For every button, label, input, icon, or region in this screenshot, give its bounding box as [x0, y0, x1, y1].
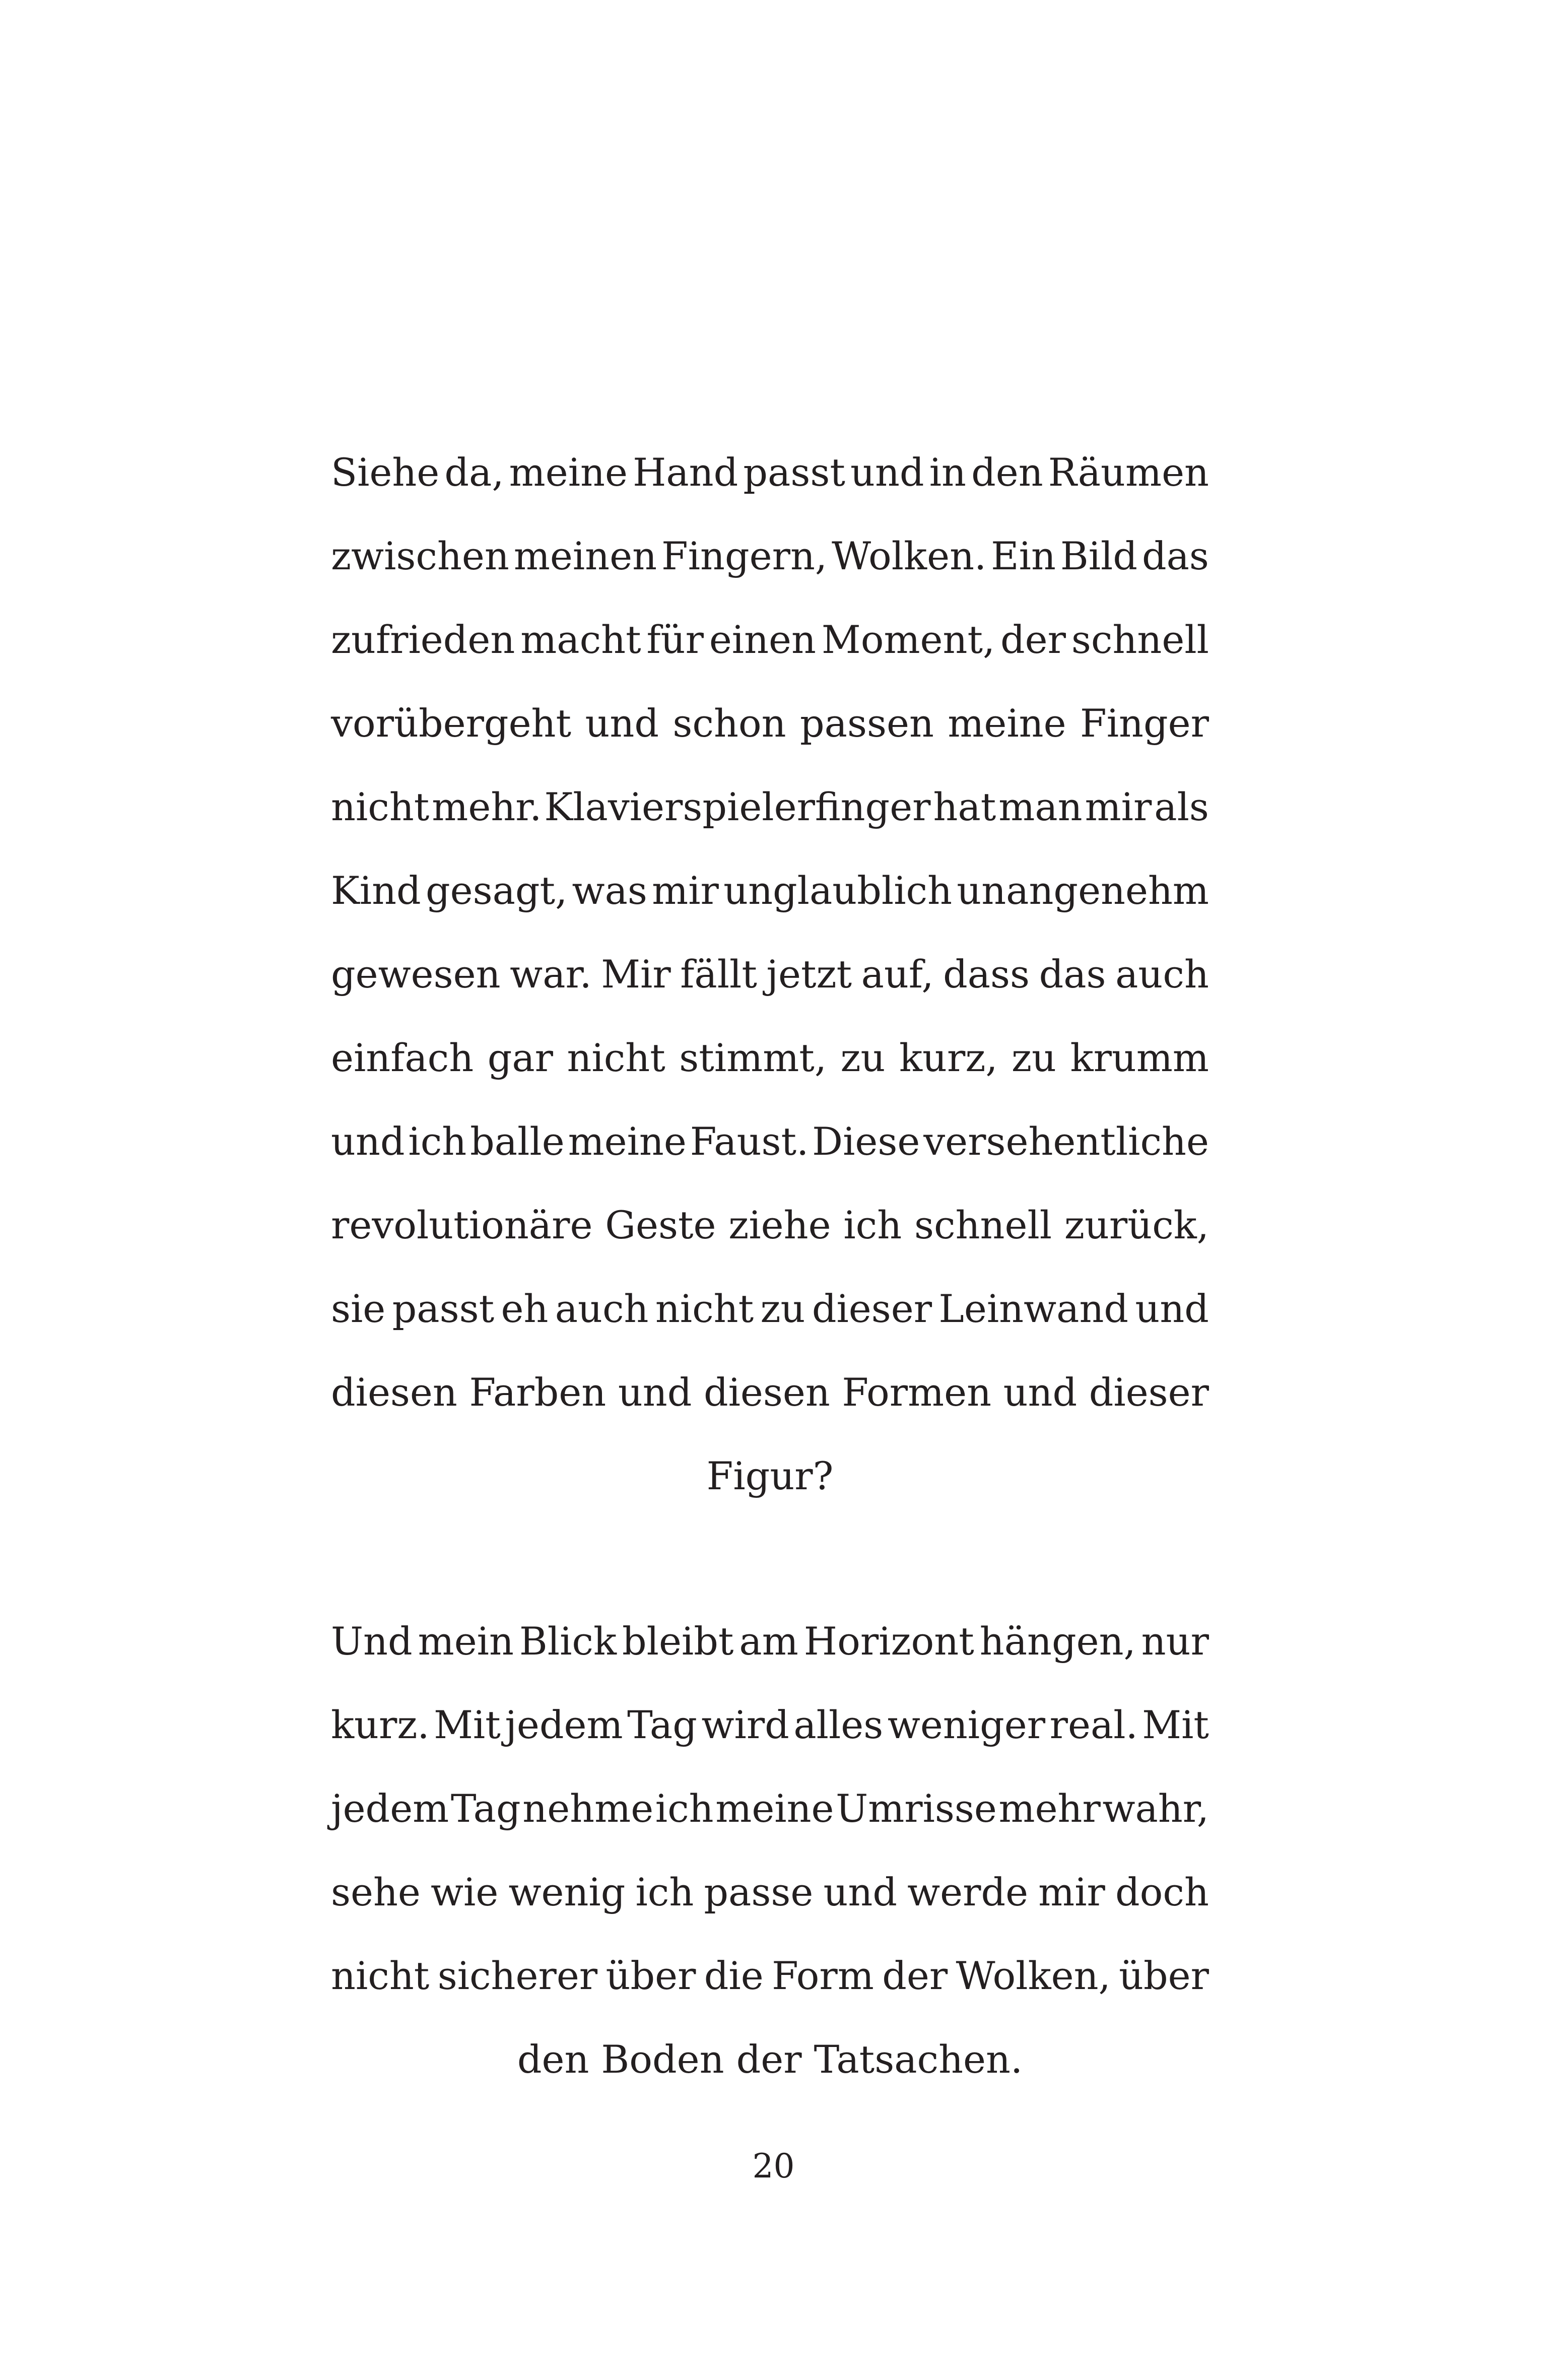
word: fällt [680, 952, 757, 997]
word: Siehe [331, 450, 440, 495]
word: sicherer [437, 1953, 598, 1998]
word: hängen, [979, 1619, 1136, 1664]
word: meine [715, 1786, 834, 1831]
word: und [585, 701, 659, 746]
word: schnell [1071, 617, 1209, 662]
word: passe [704, 1870, 814, 1914]
word: bleibt [622, 1619, 734, 1664]
word: diesen [703, 1370, 830, 1415]
word: und [1135, 1286, 1209, 1331]
word: Mir [601, 952, 671, 997]
text-line [331, 1600, 1209, 1683]
text-line [331, 514, 1209, 598]
word: gesagt, [425, 868, 568, 913]
word: nehme [522, 1786, 654, 1831]
text-line [331, 1434, 1209, 1518]
word: ziehe [728, 1203, 831, 1247]
word: und [823, 1870, 897, 1914]
word: über [1119, 1953, 1209, 1998]
word: eh [501, 1286, 549, 1331]
word: nicht [655, 1286, 754, 1331]
word: unglaublich [723, 868, 953, 913]
word: den [971, 450, 1043, 495]
word: Diese [812, 1119, 920, 1164]
word: jedem [505, 1702, 623, 1747]
word: Blick [519, 1619, 617, 1664]
word: gewesen [331, 952, 501, 997]
word: was [572, 868, 647, 913]
text-line [331, 1351, 1209, 1434]
word: meinen [513, 534, 657, 578]
word: alles [793, 1702, 884, 1747]
word: passen [800, 701, 934, 746]
word: und [618, 1370, 692, 1415]
word: doch [1115, 1870, 1209, 1914]
word: am [739, 1619, 798, 1664]
word: auch [1115, 952, 1209, 997]
word: der [1000, 617, 1066, 662]
word: Ein [991, 534, 1056, 578]
word: den [517, 2037, 589, 2082]
word: Mit [434, 1702, 501, 1747]
text-line [331, 1267, 1209, 1351]
word: ich [843, 1203, 902, 1247]
word: der [882, 1953, 948, 1998]
word: zwischen [331, 534, 509, 578]
word: dieser [1089, 1370, 1209, 1415]
word: Leinwand [938, 1286, 1129, 1331]
text-line [331, 1016, 1209, 1100]
word: Räumen [1048, 450, 1209, 495]
word: hat [933, 784, 996, 829]
text-line [331, 431, 1209, 514]
word: da, [444, 450, 504, 495]
word: Farben [469, 1370, 607, 1415]
word: revolutionäre [331, 1203, 593, 1247]
word: zurück, [1064, 1203, 1209, 1247]
word: meine [948, 701, 1066, 746]
word: und [850, 450, 924, 495]
word: wahr, [1102, 1786, 1209, 1831]
word: Klavierspielerfinger [544, 784, 931, 829]
word: ich [408, 1119, 467, 1164]
word: zu [760, 1286, 805, 1331]
word: krumm [1070, 1035, 1209, 1080]
word: diesen [331, 1370, 457, 1415]
word: dieser [812, 1286, 932, 1331]
word: Tatsachen. [814, 2037, 1023, 2082]
word: gar [487, 1035, 553, 1080]
word: Faust. [690, 1119, 809, 1164]
word: das [1039, 952, 1106, 997]
word: ich [655, 1786, 714, 1831]
word: mehr [998, 1786, 1101, 1831]
word: wenig [508, 1870, 626, 1914]
word: versehentliche [923, 1119, 1209, 1164]
text-line [331, 1767, 1209, 1850]
word: als [1154, 784, 1209, 829]
word: wird [701, 1702, 789, 1747]
text-line [331, 849, 1209, 933]
text-line [331, 1683, 1209, 1767]
word: schon [672, 701, 786, 746]
word: Formen [842, 1370, 992, 1415]
word: Tag [450, 1786, 521, 1831]
word: Finger [1080, 701, 1209, 746]
word: nicht [331, 784, 430, 829]
word: sie [331, 1286, 386, 1331]
word: war. [510, 952, 592, 997]
word: passt [743, 450, 845, 495]
word: jedem [331, 1786, 449, 1831]
word: zu [1012, 1035, 1057, 1080]
word: vorübergeht [331, 701, 572, 746]
word: wie [431, 1870, 499, 1914]
word: und [1003, 1370, 1078, 1415]
word: Kind [331, 868, 421, 913]
word: Geste [605, 1203, 716, 1247]
word: Figur? [706, 1453, 834, 1498]
text-line [331, 1934, 1209, 2018]
word: Umrisse [836, 1786, 997, 1831]
page-number: 20 [752, 2147, 795, 2186]
word: das [1141, 534, 1209, 578]
text-line [331, 933, 1209, 1016]
word: meine [509, 450, 628, 495]
word: passt [392, 1286, 495, 1331]
word: dass [943, 952, 1030, 997]
word: Wolken. [832, 534, 987, 578]
word: nur [1141, 1619, 1209, 1664]
word: auch [555, 1286, 649, 1331]
word: weniger [887, 1702, 1046, 1747]
word: für [646, 617, 704, 662]
paragraph-1 [331, 431, 1209, 1518]
word: Tag [627, 1702, 697, 1747]
word: meine [568, 1119, 687, 1164]
word: zufrieden [331, 617, 515, 662]
text-line [331, 598, 1209, 682]
word: kurz. [331, 1702, 430, 1747]
word: balle [470, 1119, 565, 1164]
word: Wolken, [956, 1953, 1111, 1998]
word: real. [1049, 1702, 1138, 1747]
word: zu [840, 1035, 886, 1080]
word: einen [709, 617, 816, 662]
word: macht [520, 617, 641, 662]
word: Mit [1142, 1702, 1209, 1747]
text-line [331, 2018, 1209, 2101]
word: über [606, 1953, 696, 1998]
word: Und [331, 1619, 413, 1664]
word: mein [418, 1619, 514, 1664]
word: schnell [914, 1203, 1052, 1247]
word: mir [1038, 1870, 1105, 1914]
word: die [704, 1953, 764, 1998]
word: ich [635, 1870, 694, 1914]
word: der [736, 2037, 802, 2082]
word: Bild [1060, 534, 1137, 578]
word: jetzt [766, 952, 852, 997]
word: unangenehm [957, 868, 1209, 913]
word: Horizont [803, 1619, 974, 1664]
text-line [331, 1183, 1209, 1267]
word: Hand [633, 450, 738, 495]
word: stimmt, [679, 1035, 827, 1080]
word: Form [772, 1953, 874, 1998]
word: nicht [567, 1035, 665, 1080]
word: Fingern, [661, 534, 828, 578]
word: auf, [861, 952, 934, 997]
word: Boden [601, 2037, 724, 2082]
word: mehr. [432, 784, 542, 829]
word: und [331, 1119, 405, 1164]
word: sehe [331, 1870, 421, 1914]
word: in [929, 450, 966, 495]
word: werde [907, 1870, 1029, 1914]
text-line [331, 1100, 1209, 1183]
text-line [331, 765, 1209, 849]
text-line [331, 682, 1209, 765]
text-line [331, 1850, 1209, 1934]
word: man [998, 784, 1083, 829]
word: nicht [331, 1953, 430, 1998]
paragraph-2 [331, 1600, 1209, 2101]
word: einfach [331, 1035, 474, 1080]
word: kurz, [899, 1035, 998, 1080]
word: mir [652, 868, 719, 913]
word: Moment, [821, 617, 995, 662]
word: mir [1085, 784, 1152, 829]
